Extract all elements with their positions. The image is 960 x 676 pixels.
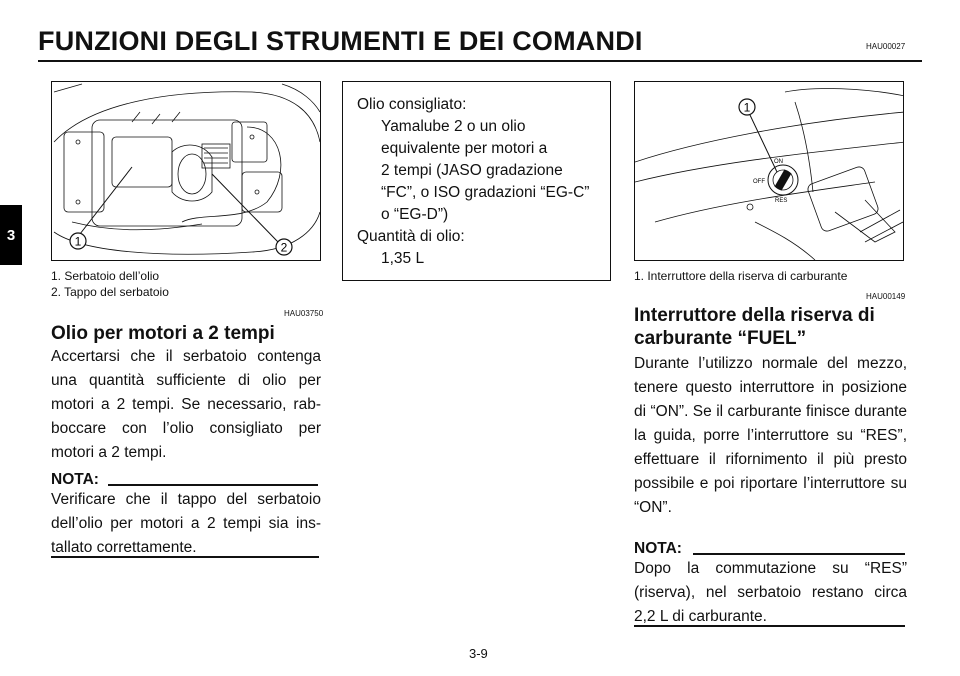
- oil-quantity-value: 1,35 L: [381, 250, 425, 267]
- oil-spec-line: Yamalube 2 o un olio: [381, 118, 526, 135]
- chapter-tab: 3: [0, 205, 22, 265]
- nota-text: Verificare che il tappo del serbatoio dell’olio per motori a 2 tempi sia installato correttamente.: [51, 491, 321, 556]
- oil-spec-line: “FC”, o ISO gradazioni “EG-C”: [381, 184, 590, 201]
- nota-text: Dopo la commutazione su “RES” (riserva), nel serbatoio restano circa 2,2 L di carburante.: [634, 560, 907, 625]
- nota-rule: [108, 484, 318, 486]
- valve-label-off: OFF: [753, 179, 765, 185]
- page-title: FUNZIONI DEGLI STRUMENTI E DEI COMANDI: [38, 26, 643, 56]
- fuel-cock-drawing: [635, 82, 904, 261]
- oil-spec-line: 2 tempi (JASO gradazione: [381, 162, 563, 179]
- oil-tank-illustration: [51, 81, 321, 261]
- oil-label: Olio consigliato:: [357, 96, 467, 113]
- callout-1: 1: [74, 234, 82, 249]
- figure-caption-1: 1. Serbatoio dell’olio: [51, 269, 160, 283]
- nota-label: NOTA:: [51, 471, 99, 488]
- section-heading: Olio per motori a 2 tempi: [51, 323, 275, 344]
- oil-quantity-label: Quantità di olio:: [357, 228, 465, 245]
- figure-caption: 1. Interruttore della riserva di carburante: [634, 269, 848, 283]
- nota-rule: [693, 553, 905, 555]
- valve-label-on: ON: [774, 159, 783, 165]
- nota-end-rule: [634, 625, 905, 627]
- fuel-cock-illustration: [634, 81, 904, 261]
- callout-2: 2: [280, 240, 288, 255]
- section-body: Accertarsi che il serbatoio contenga una quantità sufficiente di olio per motori a 2 tempi. Se necessario, rabboccare con l’olio consigliato per motori a 2 tempi.: [51, 348, 321, 461]
- header-rule: [38, 60, 922, 62]
- section-body: Durante l’utilizzo normale del mezzo, tenere questo interruttore in posizione di “ON”. Se il carburante finisce durante la guida, porre l’interruttore su “RES”, effettuare il rifornimento il più presto possibile e poi riportare l’interruttore su “ON”.: [634, 355, 907, 516]
- nota-end-rule: [51, 556, 319, 558]
- valve-label-res: RES: [775, 198, 788, 204]
- section-heading-line1: Interruttore della riserva di: [634, 305, 875, 326]
- page-number: 3-9: [469, 646, 488, 661]
- oil-spec-line: o “EG-D”): [381, 206, 449, 223]
- oil-tank-drawing: [52, 82, 321, 261]
- oil-spec-line: equivalente per motori a: [381, 140, 548, 157]
- section-code: HAU03750: [284, 309, 324, 318]
- section-heading-line2: carburante “FUEL”: [634, 328, 807, 349]
- header-code: HAU00027: [866, 42, 906, 51]
- figure-caption-2: 2. Tappo del serbatoio: [51, 285, 169, 299]
- callout-1: 1: [743, 100, 751, 115]
- recommended-oil-box: [342, 81, 611, 281]
- nota-label: NOTA:: [634, 540, 682, 557]
- section-code: HAU00149: [866, 292, 906, 301]
